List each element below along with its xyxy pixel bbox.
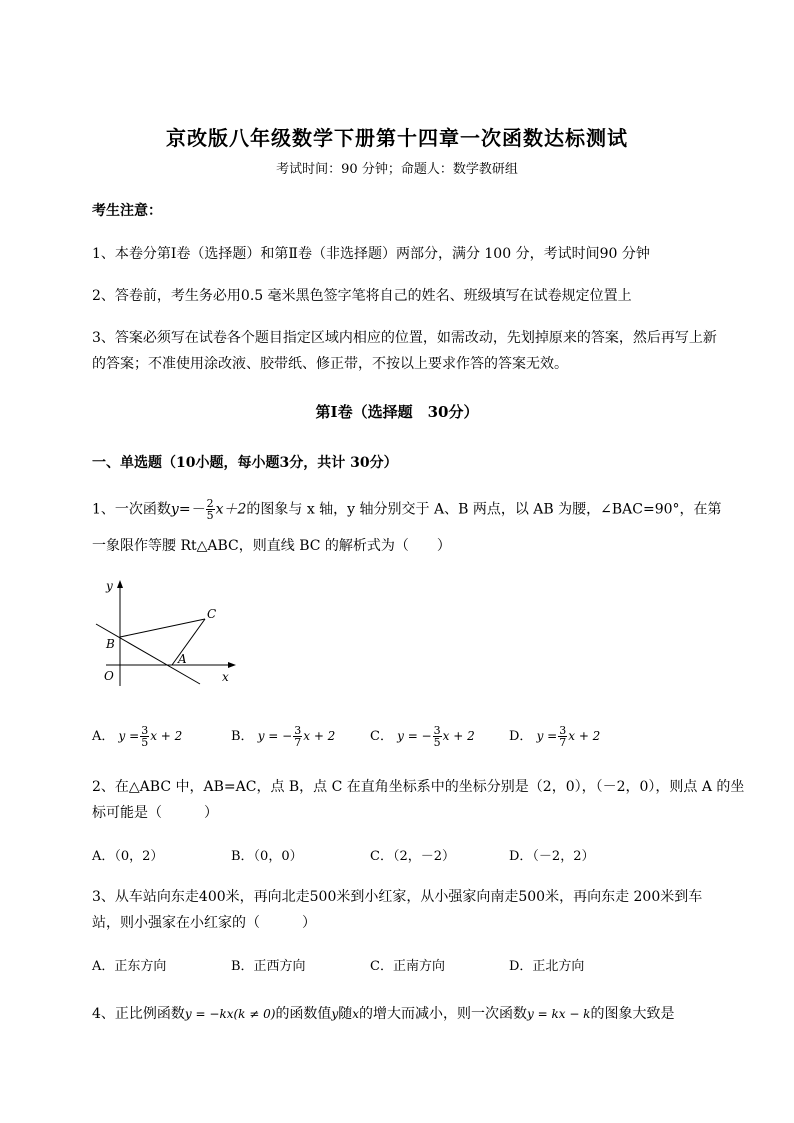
q1-fn-rhs: x＋2 [215,501,247,518]
q4-prefix: 4、正比例函数 [92,1006,185,1022]
option-math: y = [118,729,140,743]
option-math: x + 2 [303,729,336,743]
segment-bc [120,619,205,637]
page-subtitle: 考试时间：90 分钟；命题人：数学教研组 [276,162,518,177]
q4-text: 的函数值 [275,1006,332,1022]
q4-text: 随 [338,1006,353,1022]
notice-item: 2、答卷前，考生务必用0.5 毫米黑色签字笔将自己的姓名、班级填写在试卷规定位置上 [92,288,632,304]
option-frac-num: 3 [559,724,567,737]
q3-option-c: C．正南方向 [370,959,445,974]
label-y: y [106,579,113,593]
label-b: B [106,637,115,651]
q1-figure [92,576,242,688]
q1-line2: 一象限作等腰 Rt△ABC，则直线 BC 的解析式为（ ） [92,538,451,554]
option-math: x + 2 [150,729,183,743]
q3-option-a: A．正东方向 [92,959,167,974]
option-frac-den: 7 [294,736,302,749]
q4-line1 [92,1003,674,1023]
part1-title: 第Ⅰ卷（选择题 30分） [315,403,479,421]
q4-math2: y = kx − k [527,1007,591,1021]
notice-item: 1、本卷分第Ⅰ卷（选择题）和第Ⅱ卷（非选择题）两部分，满分 100 分，考试时间90 分钟 [92,246,650,262]
q1-option-a [92,725,182,748]
q1-option-d [509,725,600,748]
option-math: x + 2 [442,729,475,743]
option-frac-num: 3 [433,724,441,737]
q1-frac-den: 5 [206,509,214,522]
q1-line1 [92,498,722,521]
q2-option-d: D．（－2，2） [509,849,595,864]
option-frac-num: 3 [294,724,302,737]
notice-item: 的答案；不准使用涂改液、胶带纸、修正带，不按以上要求作答的答案无效。 [92,356,568,372]
option-math: y = − [397,729,432,743]
q2-line2: 标可能是（ ） [92,805,218,821]
q1-fn-lhs: y=－ [170,501,205,518]
q4-var-y: y [331,1007,339,1021]
option-label: A． [92,729,115,744]
q3-line2: 站，则小强家在小红家的（ ） [92,915,316,931]
option-label: D． [509,729,533,744]
q3-option-b: B．正西方向 [231,959,306,974]
q4-text: 的增大而减小，则一次函数 [359,1006,527,1022]
label-c: C [207,607,217,621]
q1-frac-num: 2 [206,497,214,510]
y-axis-arrow [117,580,123,588]
option-frac-den: 7 [559,736,567,749]
q2-option-b: B．（0，0） [231,849,303,864]
option-label: B． [231,729,254,744]
option-math: y = − [257,729,293,743]
q1-option-c [370,725,475,748]
q1-fraction [206,498,215,521]
option-math: y = [536,729,558,743]
notice-heading: 考生注意： [92,203,162,219]
q1-mid: 的图象与 x 轴，y 轴分别交于 A、B 两点，以 AB 为腰，∠BAC=90°，在第 [246,501,722,518]
option-frac-den: 5 [141,736,149,749]
page-title: 京改版八年级数学下册第十四章一次函数达标测试 [166,126,628,150]
option-frac-den: 5 [433,736,441,749]
q4-suffix: 的图象大致是 [590,1006,675,1022]
label-a: A [178,652,187,666]
notice-item: 3、答案必须写在试卷各个题目指定区域内相应的位置，如需改动，先划掉原来的答案，然后再写上新 [92,330,717,346]
x-axis-arrow [228,662,236,668]
q4-math1: y = −kx(k ≠ 0) [184,1007,276,1021]
q1-option-b [231,725,335,748]
q2-line1: 2、在△ABC 中，AB=AC，点 B，点 C 在直角坐标系中的坐标分别是（2，0），（－2，0），则点 A 的坐 [92,779,745,795]
q4-var-x: x [352,1007,359,1021]
option-math: x + 2 [568,729,601,743]
label-x: x [222,670,229,684]
q3-line1: 3、从车站向东走400米，再向北走500米到小红家，从小强家向南走500米，再向东走 200米到车 [92,889,703,905]
option-label: C． [370,729,393,744]
segment-ca [172,619,205,665]
option-frac-num: 3 [141,724,149,737]
q2-option-c: C．（2，－2） [370,849,455,864]
q3-option-d: D．正北方向 [509,959,585,974]
q2-option-a: A．（0，2） [92,849,164,864]
q1-prefix: 1、一次函数 [92,501,171,518]
label-o: O [104,669,114,683]
section1-title: 一、单选题（10小题，每小题3分，共计 30分） [92,455,398,471]
